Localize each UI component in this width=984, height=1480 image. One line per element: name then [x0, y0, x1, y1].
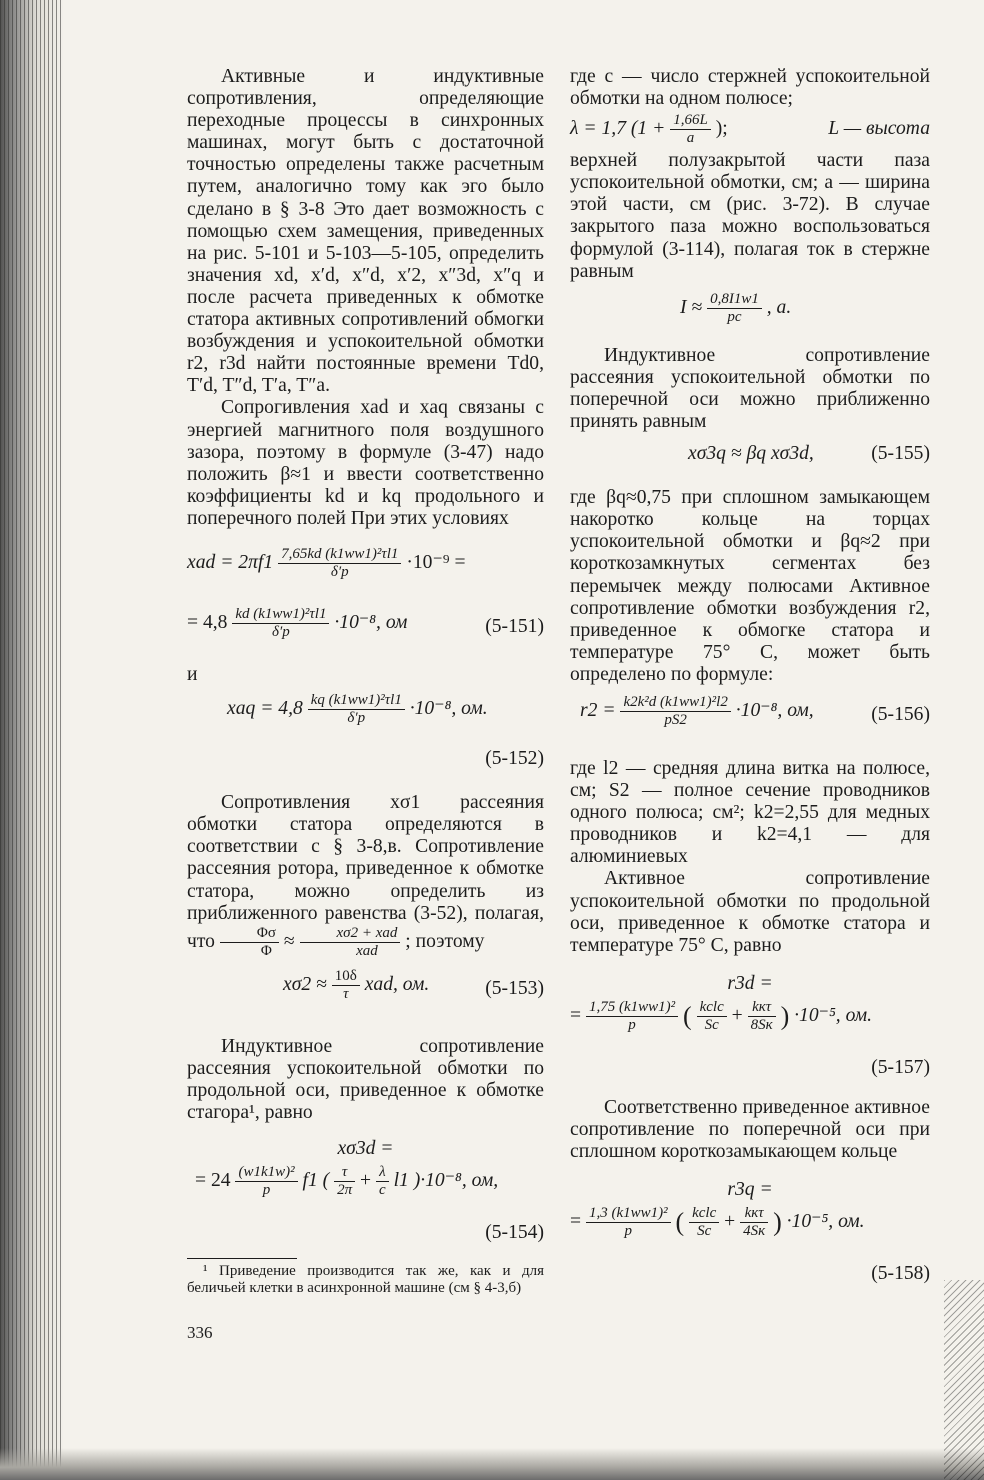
equation-number-5-152: (5-152) — [485, 748, 544, 770]
right-paragraph-2: Индуктивное сопротивление рассеяния успокоительной обмотки по поперечной оси можно приближенно принять равным — [570, 344, 930, 433]
equation-number-5-153: (5-153) — [485, 977, 544, 999]
left-paragraph-3: Сопротивления xσ1 рассеяния обмотки статора определяются в соответствии с § 3-8,в. Сопротивление рассеяния ротора, приведенное к обмотке статора, можно определить из приближенного равенства (3-52), полагая, что $\frac{\Phi\sigma}{\Phi}$ ≈ $\frac{\text{xσ2 + xad}}{\text{xad}}$ ; поэтому — [187, 792, 544, 959]
current-formula: I ≈ $\frac{0,8I1w1}{pc}$ , a. — [680, 290, 792, 325]
eq153-fraction: $\frac{10\delta}{\tau}$ — [332, 968, 360, 1003]
eq158-line-1: r3q = — [727, 1179, 773, 1201]
right-column — [570, 66, 930, 1285]
equation-number-5-158: (5-158) — [871, 1263, 930, 1285]
right-paragraph-5: Активное сопротивление успокоительной обмотки по продольной оси, приведенное к обмотке статора и температуре 75° C, равно — [570, 868, 930, 956]
lambda-formula: λ = 1,7 (1 + $\frac{1,66L}{a}$ ); L — высота — [570, 112, 930, 147]
right-paragraph-1a: где c — число стержней успокоительной обмотки на одном полюсе; — [570, 66, 930, 110]
equation-5-151-line-2: = 4,8 $\frac{\text{kd (k1ww1)²τl1}}{\delta'p}$ ·10⁻⁸, ом (5-151) — [187, 605, 544, 640]
left-column — [187, 66, 544, 1344]
equation-5-157: = $\frac{\text{1,75 (k1ww1)²}}{p}$ ( $\frac{\text{kclc}}{Sc}$ + $\frac{\text{kкτ}}{8Sк}$ ) ·10⁻⁵, ом. — [570, 998, 873, 1033]
right-paragraph-6: Соответственно приведенное активное сопротивление по поперечной оси при сплошном короткозамыкающем кольце — [570, 1097, 930, 1163]
right-paragraph-1b: верхней полузакрытой части паза успокоительной обмотки, см; a — ширина этой части, см (рис. 3-72). В случае закрытого паза можно воспользоваться формулой (3-114), полагая ток в стержне равным — [570, 150, 930, 282]
page-corner-shadow — [944, 1280, 984, 1480]
equation-5-152: xaq = 4,8 $\frac{\text{kq (k1ww1)²τl1}}{\delta'p}$ ·10⁻⁸, ом. — [227, 692, 488, 727]
conjunction-and: и — [187, 663, 198, 685]
eq152-fraction: $\frac{\text{kq (k1ww1)²τl1}}{\delta'p}$ — [308, 692, 405, 727]
right-paragraph-3: где βq≈0,75 при сплошном замыкающем накоротко кольце на торцах успокоительной обмотки и βq≈2 при короткозамкнутых сегментах без перемычек между полюсами Активное сопротивление обмотки возбуждения r2, приведенное к обмогке статора и температуре 75° C, может быть определено по формуле: — [570, 487, 930, 685]
page-number: 336 — [187, 1323, 213, 1343]
footnote: ¹ Приведение производится так же, как и для беличьей клетки в асинхронной машине (см § 4-3,б) — [187, 1263, 544, 1296]
equation-5-154: = 24 $\frac{\text{(w1k1w)²}}{p}$ f1 ( $\frac{\tau}{2\pi}$ + $\frac{\lambda}{c}$ l1 )·10⁻⁸, ом, — [195, 1164, 499, 1199]
equation-number-5-155: (5-155) — [871, 443, 930, 465]
equation-5-156: r2 = $\frac{\text{k2k²d (k1ww1)²l2}}{pS2}$ ·10⁻⁸, ом, (5-156) — [580, 693, 930, 728]
eq151-fraction-1: $\frac{\text{7,65kd (k1ww1)²τl1}}{\delta'p}$ — [278, 546, 401, 581]
right-paragraph-4: где l2 — средняя длина витка на полюсе, см; S2 — полное сечение проводников одного полюса; см²; k2=2,55 для медных проводников и k2=4,1 — для алюминиевых — [570, 757, 930, 868]
footnote-rule — [187, 1258, 297, 1259]
eq151-fraction-2: $\frac{\text{kd (k1ww1)²τl1}}{\delta'p}$ — [232, 606, 329, 641]
eq157-line-1: r3d = — [727, 972, 773, 994]
equation-number-5-156: (5-156) — [871, 703, 930, 725]
left-paragraph-4: Индуктивное сопротивление рассеяния успокоительной обмотки по продольной оси, приведенное к обмотке стагора¹, равно — [187, 1035, 544, 1123]
book-binding-shadow — [0, 0, 64, 1480]
equation-5-155: xσ3q ≈ βq xσ3d, (5-155) — [688, 443, 930, 465]
page-bottom-shadow — [0, 1448, 984, 1480]
left-paragraph-2: Сопрогивления xad и xaq связаны с энергией магнитного поля воздушного зазора, поэтому в формуле (3-47) надо положить β≈1 и ввести соответственно коэффициенты kd и kq продольного и поперечного полей При этих условиях — [187, 397, 544, 529]
reactance-ratio: $\frac{\text{xσ2 + xad}}{\text{xad}}$ — [300, 925, 401, 960]
equation-5-151-line-1: xad = 2πf1 $\frac{\text{7,65kd (k1ww1)²τl1}}{\delta'p}$ ·10⁻⁹ = — [187, 545, 466, 580]
eq154-line-1: xσ3d = — [337, 1138, 394, 1160]
equation-5-153: xσ2 ≈ $\frac{10\delta}{\tau}$ xad, ом. (5-153) — [283, 967, 544, 1002]
phi-ratio: $\frac{\Phi\sigma}{\Phi}$ — [220, 925, 279, 960]
left-paragraph-1: Активные и индуктивные сопротивления, определяющие переходные процессы в синхронных машинах, могут быть с достаточной точностью определены также расчетным путем, аналогично тому как эго было сделано в § 3-8 Это дает возможность с помощью схем замещения, приведенных на рис. 5-101 и 5-103—5-105, определить значения xd, x′d, x″d, x′2, x″3d, x″q и после расчета приведенных к обмотке статора активных сопротивлений обмогки возбуждения и успокоительной обмотки r2, r3d найти постоянные времени Td0, T′d, T″d, T′a, T″a. — [187, 66, 544, 397]
equation-number-5-154: (5-154) — [485, 1222, 544, 1244]
eq151-lhs: xad = 2πf1 — [187, 551, 274, 573]
equation-number-5-157: (5-157) — [871, 1056, 930, 1078]
equation-number-5-151: (5-151) — [485, 615, 544, 637]
equation-5-158: = $\frac{\text{1,3 (k1ww1)²}}{p}$ ( $\frac{\text{kclc}}{Sc}$ + $\frac{\text{kкτ}}{4Sк}$ ) ·10⁻⁵, ом. — [570, 1205, 865, 1240]
